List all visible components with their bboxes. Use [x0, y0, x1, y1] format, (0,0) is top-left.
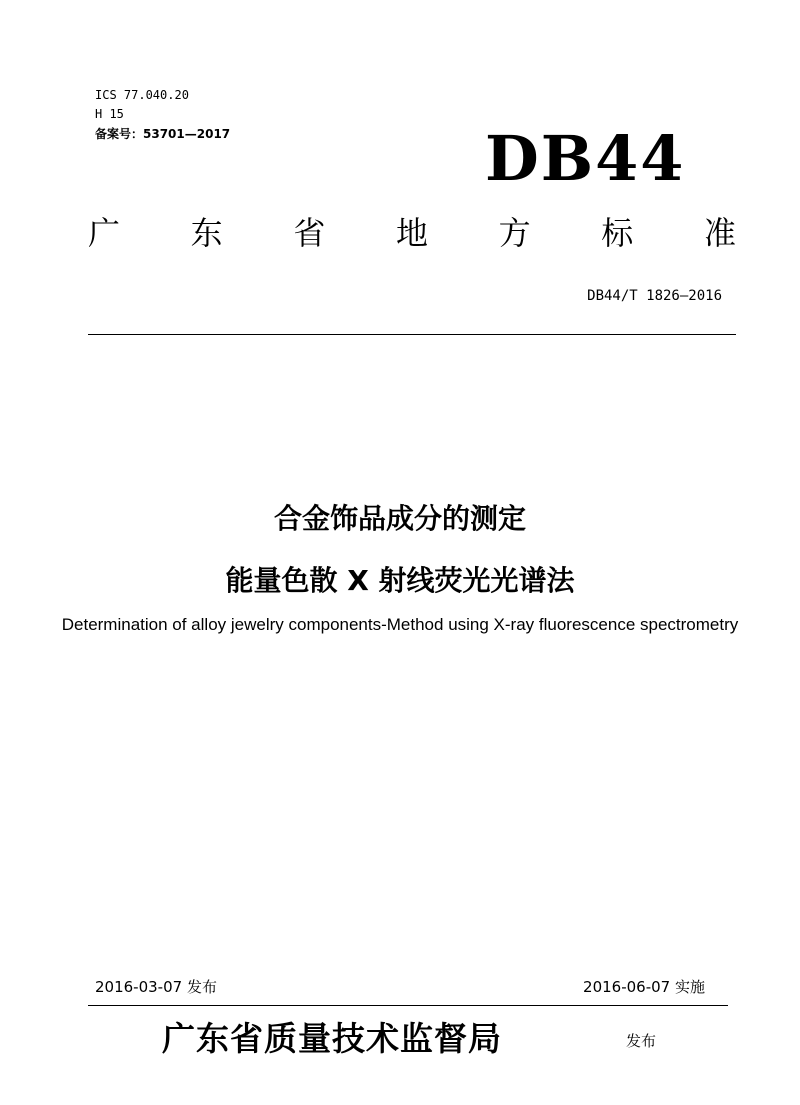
- standard-type: [88, 208, 736, 254]
- standard-type-char: 地: [395, 214, 428, 252]
- standard-type-char: 广: [88, 214, 121, 252]
- db44-logo: DB44: [485, 122, 686, 195]
- standard-type-char: 标: [601, 214, 634, 252]
- standard-type-char: 省: [293, 214, 326, 252]
- standard-number: DB44/T 1826—2016: [587, 288, 722, 304]
- bottom-divider: [88, 1005, 728, 1006]
- record-number: 备案号：53701—2017: [95, 127, 231, 141]
- top-divider: [88, 334, 736, 335]
- implement-date: 2016-06-07 实施: [583, 978, 705, 996]
- publish-label: 发布: [626, 1032, 657, 1050]
- issuer: 广东省质量技术监督局: [162, 1019, 502, 1058]
- h-code: H 15: [95, 107, 124, 121]
- standard-type-char: 准: [703, 214, 736, 252]
- title-en: Determination of alloy jewelry components-Method using X-ray fluorescence spectrometry: [61, 615, 739, 634]
- standard-type-char: 方: [498, 214, 531, 252]
- title-cn-line2: 能量色散 X 射线荧光光谱法: [225, 564, 575, 597]
- issue-date: 2016-03-07 发布: [95, 978, 217, 996]
- standard-type-char: 东: [190, 214, 223, 252]
- ics-code: ICS 77.040.20: [95, 88, 189, 102]
- title-cn-line1: 合金饰品成分的测定: [273, 502, 526, 535]
